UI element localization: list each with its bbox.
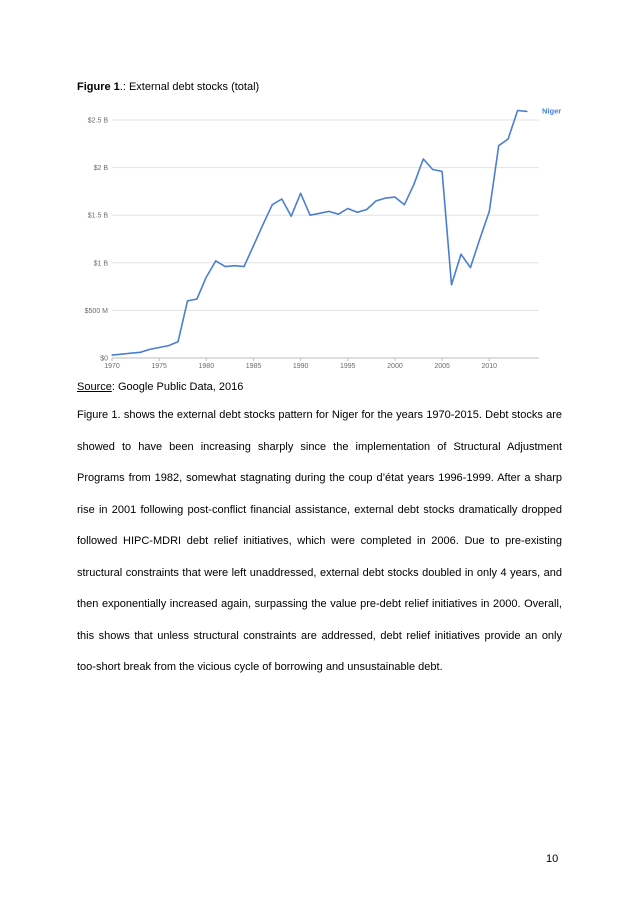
data-point [215,260,216,261]
figure-caption [77,80,259,94]
data-point [413,184,414,185]
data-point [253,245,254,246]
chart-y-tick-labels [85,118,109,363]
data-point [272,204,273,205]
data-point [121,354,122,355]
data-point [243,266,244,267]
x-tick-label: 1990 [292,363,309,370]
data-point [498,145,499,146]
data-point [291,216,292,217]
data-point [347,208,348,209]
data-point [234,265,235,266]
data-point [159,347,160,348]
figure-label: Figure 1 [77,81,120,93]
figure-caption-text: .: External debt stocks (total) [119,81,260,93]
data-point [225,266,226,267]
x-tick-label: 1985 [245,363,262,370]
data-point [357,212,358,213]
y-tick-label: $2 B [93,165,108,173]
data-point [111,355,112,356]
data-point [309,215,310,216]
data-point [140,352,141,353]
chart-legend [542,106,561,115]
x-tick-label: 1995 [340,363,356,370]
data-point [281,198,282,199]
data-point [432,169,433,170]
data-point [338,214,339,215]
data-point [375,200,376,201]
data-point [366,209,367,210]
data-point [442,171,443,172]
data-point [385,197,386,198]
x-tick-label: 1970 [104,363,120,370]
data-point [479,238,480,239]
x-tick-label: 2005 [434,363,450,370]
data-point [517,110,518,111]
x-tick-label: 2010 [481,363,498,370]
y-tick-label: $1 B [93,260,108,268]
data-point [206,276,207,277]
source-text: : Google Public Data, 2016 [111,381,244,393]
x-tick-label: 1975 [151,363,167,370]
y-tick-label: $0 [100,355,108,363]
chart-gridlines [112,120,539,358]
data-point [526,111,527,112]
data-point [130,353,131,354]
chart-x-tick-labels [104,358,497,370]
data-point [394,197,395,198]
data-point [451,284,452,285]
data-point [262,224,263,225]
data-point [187,300,188,301]
body-paragraph: Figure 1. shows the external debt stocks pattern for Niger for the years 1970-2015. Debt stocks are showed to have been increasing sharply since the implementation of Structural Adjustment Programs from 1982, somewhat stagnating during the coup d’état years 1996-1999. After a sharp rise in 2001 following post-conflict financial assistance, external debt stocks dramatically dropped followed HIPC-MDRI debt relief initiatives, which were completed in 2006. Due to pre-existing structural constraints that were left unaddressed, external debt stocks doubled in only 4 years, and then exponentially increased again, surpassing the value pre-debt relief initiatives in 2000. Overall, this shows that unless structural constraints are addressed, debt relief initiatives provide an only too-short break from the vicious cycle of borrowing and unsustainable debt. [77,409,562,673]
chart-canvas [70,98,570,374]
data-point [177,341,178,342]
legend-label-niger: Niger [542,106,562,116]
data-point [470,267,471,268]
y-tick-label: $500 M [84,307,108,315]
x-tick-label: 2000 [387,363,403,370]
debt-stocks-chart [70,98,570,374]
series-line-niger [112,111,527,356]
page-number: 10 [546,853,559,865]
data-point [404,204,405,205]
chart-series [111,110,527,356]
data-point [423,158,424,159]
data-point [196,298,197,299]
figure-source [77,380,243,394]
body-text [77,400,562,684]
y-tick-label: $2.5 B [87,117,108,125]
data-point [460,254,461,255]
data-point [489,211,490,212]
data-point [319,213,320,214]
y-tick-label: $1.5 B [87,212,108,220]
source-key: Source [77,381,112,393]
data-point [328,211,329,212]
data-point [508,138,509,139]
data-point [149,349,150,350]
data-point [300,193,301,194]
x-tick-label: 1980 [198,363,215,370]
data-point [168,345,169,346]
